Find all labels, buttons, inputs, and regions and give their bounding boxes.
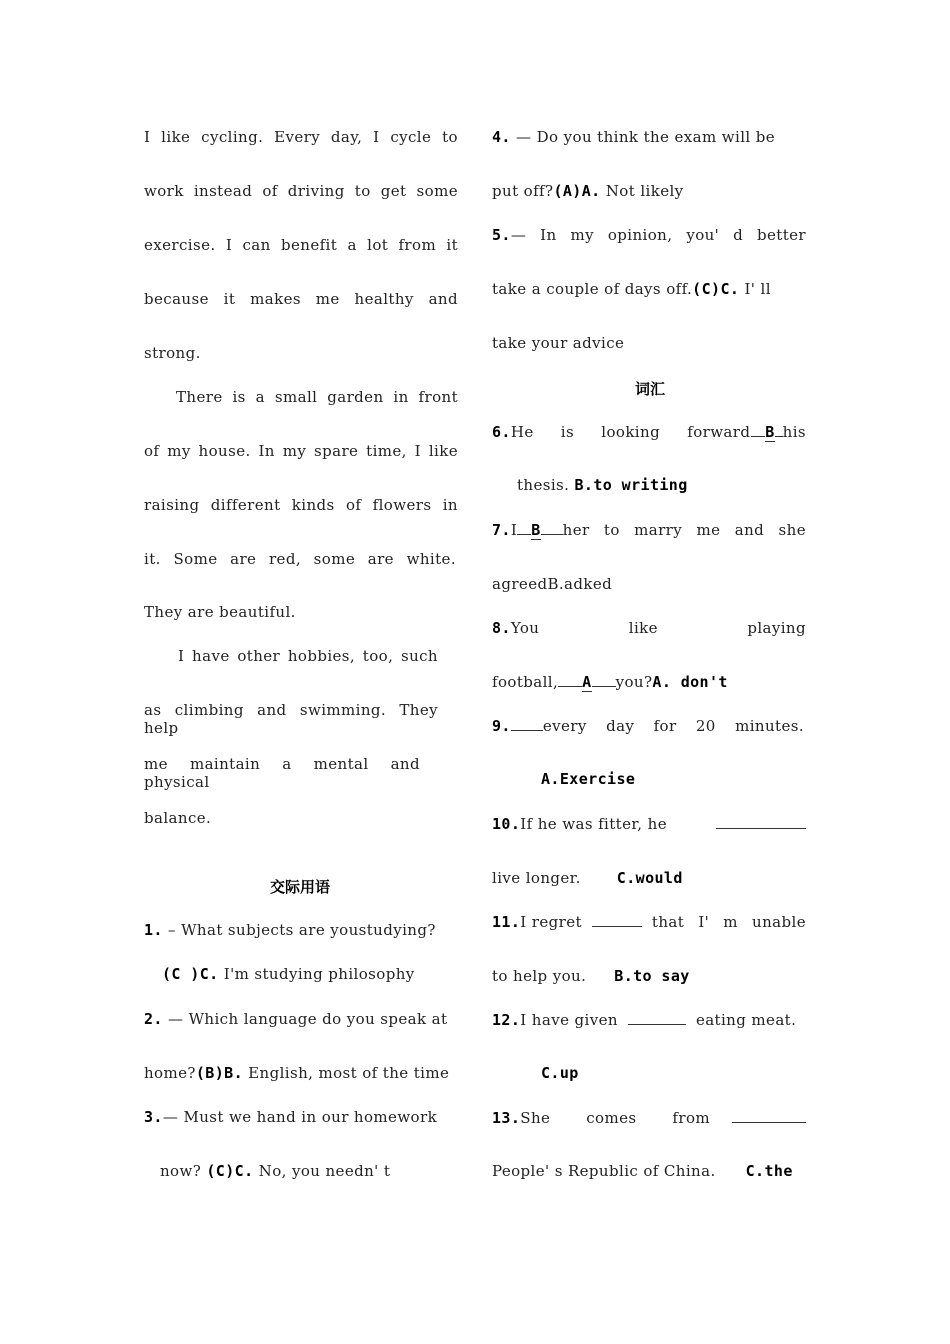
question-10-answer (492, 869, 683, 887)
essay-line: exercise. I can benefit a lot from it (144, 236, 458, 254)
question-6 (492, 423, 806, 441)
question-text: — Do you think the exam will be (510, 128, 776, 146)
essay-line: strong. (144, 344, 201, 362)
question-text: take a couple of days off. (492, 280, 693, 298)
question-text: People' s Republic of China. (492, 1162, 716, 1180)
essay-line: There is a small garden in front (176, 388, 458, 406)
question-text: home? (144, 1064, 196, 1082)
question-13 (492, 1109, 806, 1127)
section-heading-vocabulary: 词汇 (634, 380, 665, 398)
question-text: – What subjects are youstudying? (162, 921, 436, 939)
question-text: football, (492, 673, 559, 691)
question-text: you? (615, 673, 653, 691)
answer-choice: A.Exercise (541, 770, 636, 788)
answer-text: English, most of the time (243, 1064, 450, 1082)
answer-choice: C.the (745, 1162, 793, 1180)
question-number: 2. (144, 1010, 163, 1028)
question-text: now? (160, 1162, 207, 1180)
question-text: to help you. (492, 967, 587, 985)
answer-choice: (A)A. (553, 182, 601, 200)
answer-blank (511, 717, 543, 731)
question-7 (492, 521, 806, 540)
question-text: agreedB.adked (492, 575, 613, 593)
answer-choice: (B)B. (195, 1064, 243, 1082)
essay-line: They are beautiful. (144, 603, 296, 621)
essay-line: raising different kinds of flowers in (144, 496, 458, 514)
essay-line: balance. (144, 809, 212, 827)
question-3-answer (160, 1162, 390, 1180)
question-number: 7. (492, 521, 511, 539)
question-9 (492, 717, 804, 735)
essay-line: me maintain a mental and physical (144, 755, 420, 791)
essay-line: it. Some are red, some are white. (144, 550, 456, 568)
essay-line: because it makes me healthy and (144, 290, 458, 308)
question-text: live longer. (492, 869, 581, 887)
answer-choice: (C )C. (162, 965, 219, 983)
question-text: If he was fitter, he (520, 815, 667, 833)
blank-answer: B (531, 521, 541, 539)
essay-line: as climbing and swimming. They help (144, 701, 438, 737)
question-text: I have given (520, 1011, 618, 1029)
question-text: She comes from (520, 1109, 710, 1127)
question-text: thesis. (517, 476, 575, 494)
question-text: take your advice (492, 334, 625, 352)
question-number: 9. (492, 717, 511, 735)
question-number: 3. (144, 1108, 163, 1126)
question-8-answer (492, 673, 728, 691)
question-text: — In my opinion, you' d better (510, 226, 806, 244)
question-number: 12. (492, 1011, 521, 1029)
question-text: You like playing (510, 619, 806, 637)
question-11-answer (492, 967, 690, 985)
question-text: eating meat. (695, 1011, 797, 1029)
essay-line: of my house. In my spare time, I like (144, 442, 458, 460)
answer-choice: B.to say (614, 967, 690, 985)
question-2-answer (144, 1064, 449, 1082)
answer-blank (732, 1109, 806, 1123)
answer-choice: (C)C. (692, 280, 740, 298)
question-number: 1. (144, 921, 163, 939)
question-4 (492, 128, 775, 146)
question-text: put off? (492, 182, 554, 200)
question-number: 11. (492, 913, 521, 931)
essay-line: I like cycling. Every day, I cycle to (144, 128, 458, 146)
question-3 (144, 1108, 437, 1126)
question-number: 6. (492, 423, 511, 441)
question-text: I regret (520, 913, 582, 931)
question-number: 8. (492, 619, 511, 637)
answer-text: No, you needn' t (253, 1162, 391, 1180)
answer-text: Not likely (600, 182, 684, 200)
blank-answer: B (765, 423, 775, 441)
blank-answer: A (582, 673, 592, 691)
answer-choice: B.to writing (574, 476, 688, 494)
answer-choice: A. don't (652, 673, 728, 691)
question-text: I (510, 521, 518, 539)
question-1-answer (162, 965, 415, 983)
answer-choice: C.up (541, 1064, 579, 1082)
question-5 (492, 226, 806, 244)
answer-choice: C.would (616, 869, 683, 887)
question-text: He is looking forward (510, 423, 751, 441)
question-number: 13. (492, 1109, 521, 1127)
question-text: — Must we hand in our homework (162, 1108, 438, 1126)
section-heading-communication: 交际用语 (269, 878, 330, 896)
question-1 (144, 921, 436, 939)
question-number: 5. (492, 226, 511, 244)
answer-choice: (C)C. (206, 1162, 254, 1180)
question-11 (492, 913, 806, 931)
question-text: that I' m unable (651, 913, 806, 931)
answer-text: I'm studying philosophy (218, 965, 415, 983)
question-5-answer (492, 280, 771, 298)
question-2 (144, 1010, 447, 1028)
question-8 (492, 619, 806, 637)
question-text: every day for 20 minutes. (542, 717, 804, 735)
essay-line: I have other hobbies, too, such (178, 647, 438, 665)
question-4-answer (492, 182, 684, 200)
answer-blank (592, 913, 642, 927)
question-text: his (782, 423, 806, 441)
essay-line: work instead of driving to get some (144, 182, 458, 200)
answer-blank (716, 815, 806, 829)
question-number: 4. (492, 128, 511, 146)
question-number: 10. (492, 815, 521, 833)
question-10 (492, 815, 806, 833)
question-12 (492, 1011, 806, 1029)
question-text: her to marry me and she (562, 521, 806, 539)
answer-blank (628, 1011, 686, 1025)
question-6-answer (517, 476, 688, 494)
question-text: — Which language do you speak at (162, 1010, 448, 1028)
question-13-answer (492, 1162, 793, 1180)
answer-text: I' ll (739, 280, 771, 298)
